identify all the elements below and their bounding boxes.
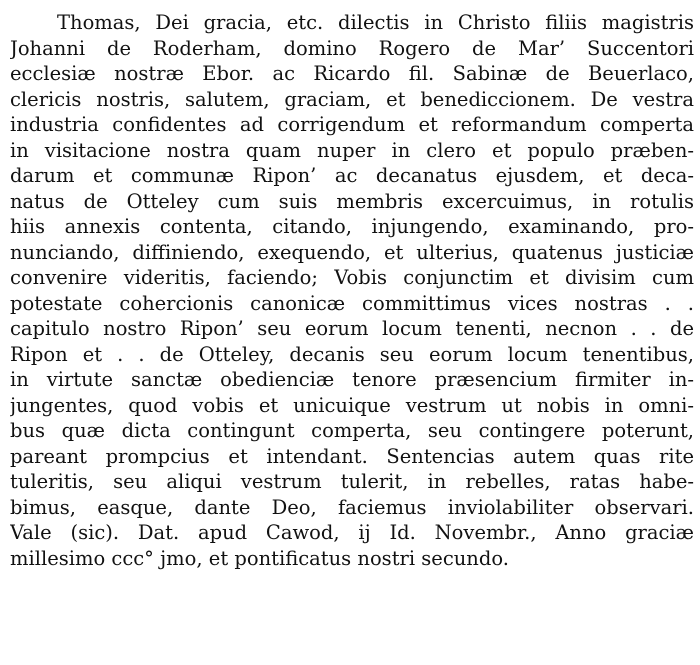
text-line-16: jungentes, quod vobis et unicuique vestrum ut nobis in omni- — [10, 393, 694, 417]
text-line-17: bus quæ dicta contingunt comperta, seu contingere poterunt, — [10, 419, 694, 442]
text-line-5: industria confidentes ad corrigendum et reformandum comperta — [10, 113, 694, 136]
text-line-8: natus de Otteley cum suis membris excercuimus, in rotulis — [10, 189, 694, 213]
text-line-21: Vale (sic). Dat. apud Cawod, ij Id. Novembr., Anno graciæ — [10, 521, 694, 544]
text-line-19: tuleritis, seu aliqui vestrum tulerit, in rebelles, ratas habe- — [10, 470, 694, 493]
text-line-1: Thomas, Dei gracia, etc. dilectis in Christo filiis magistris — [57, 11, 694, 34]
text-line-4: clericis nostris, salutem, graciam, et benediccionem. De vestra — [10, 87, 694, 111]
text-line-10: nunciando, diffiniendo, exequendo, et ulterius, quatenus justiciæ — [10, 240, 694, 264]
text-line-13: capitulo nostro Ripon’ seu eorum locum tenenti, necnon . . de — [10, 317, 694, 340]
text-line-18: pareant prompcius et intendant. Sentencias autem quas rite — [10, 444, 694, 468]
text-line-9: hiis annexis contenta, citando, injungendo, examinando, pro- — [10, 215, 694, 238]
text-line-3: ecclesiæ nostræ Ebor. ac Ricardo fil. Sabinæ de Beuerlaco, — [10, 62, 694, 85]
letter-text-block — [10, 10, 694, 571]
text-line-6: in visitacione nostra quam nuper in clero et populo præben- — [10, 138, 694, 162]
text-line-7: darum et communæ Ripon’ ac decanatus ejusdem, et deca- — [10, 164, 694, 187]
text-line-15: in virtute sanctæ obedienciæ tenore præsencium firmiter in- — [10, 368, 694, 391]
text-line-2: Johanni de Roderham, domino Rogero de Mar’ Succentori — [10, 36, 694, 60]
text-line-11: convenire videritis, faciendo; Vobis conjunctim et divisim cum — [10, 266, 694, 289]
text-line-20: bimus, easque, dante Deo, faciemus inviolabiliter observari. — [10, 495, 694, 519]
text-line-22: millesimo ccc° jmo, et pontificatus nostri secundo. — [10, 546, 509, 570]
text-line-14: Ripon et . . de Otteley, decanis seu eorum locum tenentibus, — [10, 342, 694, 366]
text-line-12: potestate cohercionis canonicæ committimus vices nostras . . — [10, 291, 694, 315]
